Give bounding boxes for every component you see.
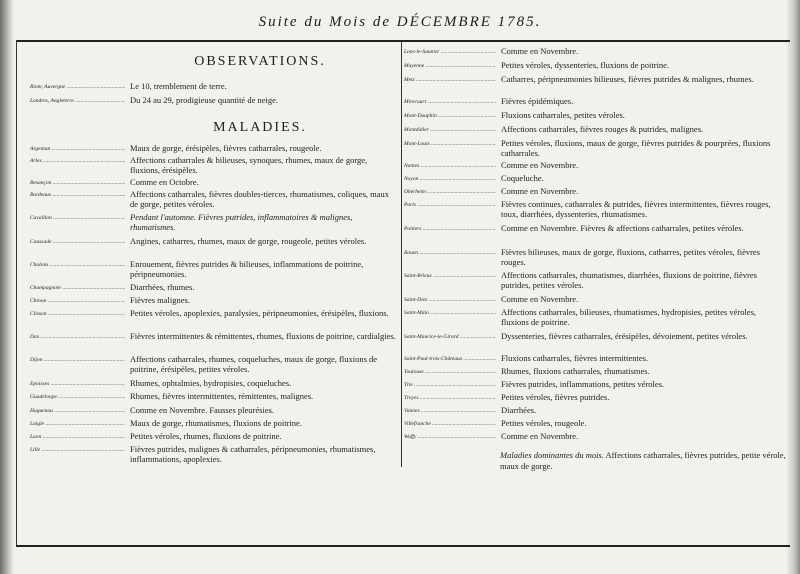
entry-place: Oberheim ..... [404, 189, 496, 195]
entry-place: Waffy ..... [404, 434, 496, 440]
page-header: Suite du Mois de DÉCEMBRE 1785. [258, 14, 542, 30]
dominant-label: Maladies dominantes du mois. [500, 450, 604, 460]
entry-text: Fièvres intermittentes & rémittentes, rhumes, fluxions de poitrine, cardialgies. [130, 331, 396, 341]
entry-text: Pendant l'automne. Fièvres putrides, inflammatoires & malignes, rhumatismes. [130, 212, 353, 232]
entry-place: Troyes ..... [404, 395, 496, 401]
entry-place: Epoisses ..... [30, 381, 125, 387]
entry-text: Petites véroles, fièvres putrides. [501, 392, 610, 402]
entry-place: Villefranche ..... [404, 421, 496, 427]
entry-text: Fièvres putrides, inflammations, petites véroles. [501, 379, 665, 389]
entry-text: Petites véroles, dyssenteries, fluxions de poitrine. [501, 60, 670, 70]
entry-text: Rhumes, fièvres intermittentes, rémittentes, malignes. [130, 391, 314, 401]
entry-text: Affections catharrales, rhumatismes, diarrhées, fluxions de poitrine, fièvres putrides, petites véroles. [501, 270, 757, 290]
entry-place: Paris ..... [404, 202, 496, 208]
entry-text: Fièvres continues, catharrales & putrides, fièvres intermittentes, fièvres rouges, toux, diarrhées, dyssenteries, rhumatismes. [501, 199, 771, 219]
entry-place: Saint-Paul-trois-Châteaux ..... [404, 356, 496, 362]
entry-place: Mayenne ..... [404, 63, 496, 69]
entry-text: Fièvres putrides, malignes & catharrales, péripneumonies, rhumatismes, inflammations, apoplexies. [130, 444, 376, 464]
entry-text: Fièvres épidémiques. [501, 96, 574, 106]
entry-place: Guadeloupe ..... [30, 394, 125, 400]
entry-text: Comme en Octobre. [130, 177, 199, 187]
entry-text: Petites véroles, rougeole. [501, 418, 587, 428]
observations-title: OBSERVATIONS. [194, 54, 326, 69]
entry-place: Poitiers ..... [404, 226, 496, 232]
entry-text: Rhumes, ophtalmies, hydropisies, coqueluches. [130, 378, 292, 388]
entry-place: Arles ..... [30, 158, 125, 164]
maladies-title: MALADIES. [213, 120, 307, 135]
entry-place: Cavaillon ..... [30, 215, 125, 221]
bottom-rule [16, 545, 790, 547]
entry-place: Bordeaux ..... [30, 192, 125, 198]
column-separator [401, 42, 402, 467]
entry-place: Chalons ..... [30, 262, 125, 268]
entry-place: Haguenau ..... [30, 408, 125, 414]
entry-text: Comme en Novembre. Fausses pleurésies. [130, 405, 274, 415]
entry-place: Saint-Diez ..... [404, 297, 496, 303]
entry-place: Lons-le-Saunier ..... [404, 49, 496, 55]
entry-place: Argentan ..... [30, 146, 125, 152]
entry-text: Fièvres malignes. [130, 295, 190, 305]
entry-text: Diarrhées. [501, 405, 537, 415]
entry-place: Metz ..... [404, 77, 496, 83]
entry-text: Comme en Novembre. [501, 186, 579, 196]
entry-text: Affections catharrales & bilieuses, synoques, rhumes, maux de gorge, fluxions, érésipèles. [130, 155, 368, 175]
entry-place: Rouen ..... [404, 250, 496, 256]
entry-text: Comme en Novembre. [501, 294, 579, 304]
entry-text: Diarrhées, rhumes. [130, 282, 195, 292]
entry-text: Du 24 au 29, prodigieuse quantité de neige. [130, 95, 279, 105]
page-edge-shadow [0, 0, 14, 574]
entry-place: Mont-Louis ..... [404, 141, 496, 147]
entry-text: Maux de gorge, rhumatismes, fluxions de poitrine. [130, 418, 302, 428]
entry-text: Petites véroles, fluxions, maux de gorge, fièvres putrides & pourprées, fluxions catharrales. [501, 138, 771, 158]
entry-place: Laigle ..... [30, 421, 125, 427]
entry-place: Besançon ..... [30, 180, 125, 186]
entry-place: Saint-Maurice-le-Girard ..... [404, 334, 496, 340]
entry-place: Clisson ..... [30, 311, 125, 317]
entry-place: Caussade ..... [30, 239, 125, 245]
entry-place: Londres, Angleterre ..... [30, 98, 125, 104]
left-rule [16, 40, 17, 545]
entry-text: Fièvres bilieuses, maux de gorge, fluxions, catharres, petites véroles, fièvres rouges. [501, 247, 761, 267]
entry-text: Comme en Novembre. Fièvres & affections catharrales, petites véroles. [501, 223, 744, 233]
entry-text: Fluxions catharrales, fièvres intermittentes. [501, 353, 649, 363]
entry-place: Saint-Malo ..... [404, 310, 496, 316]
entry-text: Angines, catharres, rhumes, maux de gorge, rougeole, petites véroles. [130, 236, 367, 246]
entry-place: Toulouse ..... [404, 369, 496, 375]
entry-text: Petites véroles, rhumes, fluxions de poitrine. [130, 431, 282, 441]
entry-place: Noyon ..... [404, 176, 496, 182]
entry-place: Montdidier ..... [404, 127, 496, 133]
entry-text: Fluxions catharrales, petites véroles. [501, 110, 625, 120]
entry-text: Comme en Novembre. [501, 46, 579, 56]
entry-place: Saint-Brieux ..... [404, 273, 496, 279]
entry-text: Affections catharrales, fièvres doubles-tierces, rhumatismes, coliques, maux de gorge, petites véroles. [130, 189, 390, 209]
entry-text: Comme en Novembre. [501, 160, 579, 170]
entry-text: Affections catharrales, rhumes, coqueluches, maux de gorge, fluxions de poitrine, érésipèles, petites véroles. [130, 354, 378, 374]
entry-place: Trie ..... [404, 382, 496, 388]
entry-place: Chinon ..... [30, 298, 125, 304]
entry-place: Mirecourt ..... [404, 99, 496, 105]
entry-place: Lille ..... [30, 447, 125, 453]
entry-place: Riom, Auvergne ..... [30, 84, 125, 90]
top-rule [16, 40, 790, 42]
binding-gutter [786, 0, 800, 574]
entry-text: Petites véroles, apoplexies, paralysies, péripneumonies, érésipèles, fluxions. [130, 308, 389, 318]
entry-text: Le 10, tremblement de terre. [130, 81, 227, 91]
entry-place: Vannes ..... [404, 408, 496, 414]
entry-text: Affections catharrales, bilieuses, rhumatismes, hydropisies, petites véroles, fluxions de poitrine. [501, 307, 757, 327]
entry-text: Enrouement, fièvres putrides & bilieuses, inflammations de poitrine, péripneumonies. [130, 259, 364, 279]
entry-place: Champagnole ..... [30, 285, 125, 291]
entry-text: Affections catharrales, fièvres rouges & putrides, malignes. [501, 124, 704, 134]
dominant-diseases [500, 450, 786, 471]
entry-text: Maux de gorge, érésipèles, fièvres catharrales, rougeole. [130, 143, 322, 153]
entry-place: Laon ..... [30, 434, 125, 440]
entry-text: Comme en Novembre. [501, 431, 579, 441]
entry-text: Coqueluche. [501, 173, 544, 183]
entry-place: Mont-Dauphin ..... [404, 113, 496, 119]
entry-text: Dyssenteries, fièvres catharrales, érésipèles, dévoiement, petites véroles. [501, 331, 748, 341]
entry-place: Nantes ..... [404, 163, 496, 169]
entry-place: Dijon ..... [30, 357, 125, 363]
entry-place: Dax ..... [30, 334, 125, 340]
dominant-text: Affections catharrales, fièvres putrides, petite vérole, maux de gorge. [500, 450, 786, 471]
entry-text: Catharres, péripneumonies bilieuses, fièvres putrides & malignes, rhumes. [501, 74, 754, 84]
entry-text: Rhumes, fluxions catharrales, rhumatismes. [501, 366, 650, 376]
